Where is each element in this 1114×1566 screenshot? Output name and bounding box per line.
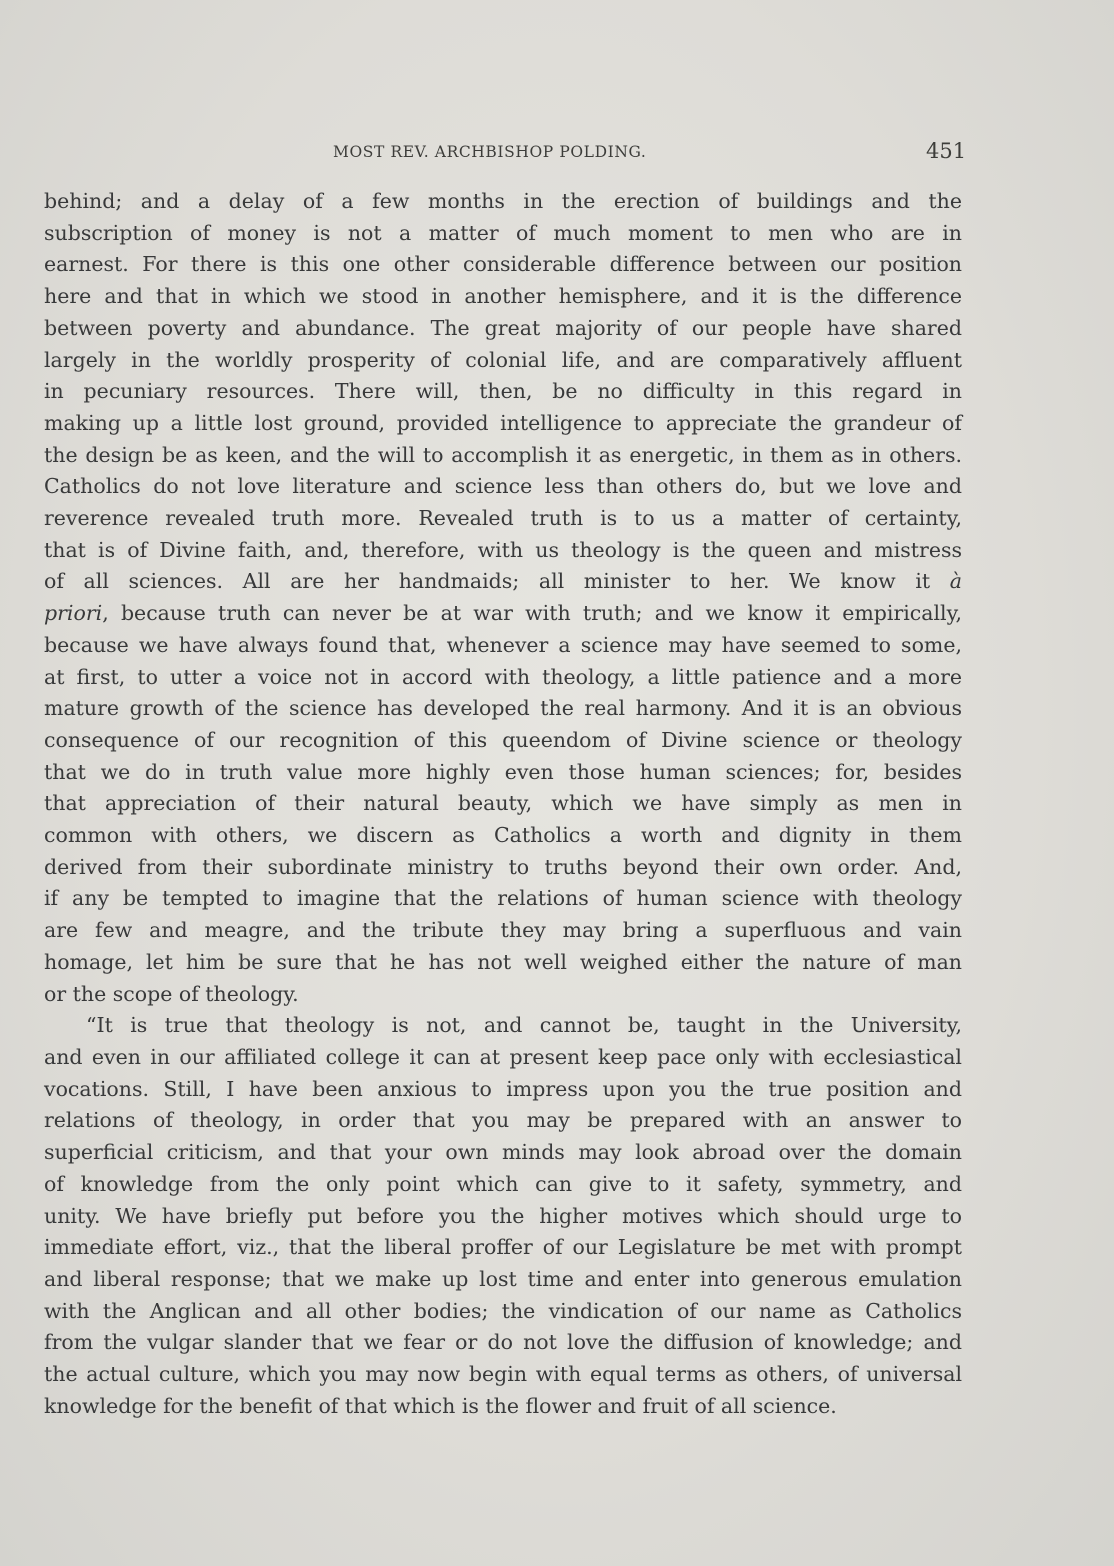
text-line: here and that in which we stood in another hemisphere, and it is the difference <box>44 284 962 309</box>
text-line: with the Anglican and all other bodies; the vindication of our name as Catholics <box>44 1298 962 1323</box>
italic-text: priori <box>44 601 103 626</box>
text-line: homage, let him be sure that he has not well weighed either the nature of man <box>44 949 962 974</box>
running-head <box>0 141 1114 167</box>
text-line: reverence revealed truth more. Revealed truth is to us a matter of certainty, <box>44 506 962 531</box>
text-line: of all sciences. All are her handmaids; all minister to her. We know it à <box>44 569 962 594</box>
text-line: common with others, we discern as Catholics a worth and dignity in them <box>44 823 962 848</box>
text-line: of knowledge from the only point which can give to it safety, symmetry, and <box>44 1171 962 1196</box>
text-line: from the vulgar slander that we fear or do not love the diffusion of knowledge; and <box>44 1330 962 1355</box>
text-line: earnest. For there is this one other considerable difference between our position <box>44 252 962 277</box>
text-line: making up a little lost ground, provided intelligence to appreciate the grandeur of <box>44 410 962 435</box>
text-line: the actual culture, which you may now begin with equal terms as others, of universal <box>44 1362 962 1387</box>
page-number: 451 <box>926 139 967 163</box>
text-line: and liberal response; that we make up lost time and enter into generous emulation <box>44 1266 962 1291</box>
text-line: that is of Divine faith, and, therefore, with us theology is the queen and mistress <box>44 537 962 562</box>
text-line: priori, because truth can never be at war with truth; and we know it empirically, <box>44 601 962 626</box>
text-line: and even in our affiliated college it can at present keep pace only with ecclesiastical <box>44 1044 962 1069</box>
text-line: behind; and a delay of a few months in the erection of buildings and the <box>44 189 962 213</box>
text-line: relations of theology, in order that you may be prepared with an answer to <box>44 1108 962 1133</box>
text-line: unity. We have briefly put before you the higher motives which should urge to <box>44 1203 962 1228</box>
text-line: in pecuniary resources. There will, then, be no difficulty in this regard in <box>44 379 962 404</box>
body-text <box>44 186 962 1422</box>
text-line: or the scope of theology. <box>44 981 299 1006</box>
italic-text: à <box>949 569 962 594</box>
text-line: are few and meagre, and the tribute they may bring a superfluous and vain <box>44 918 962 943</box>
text-line: that appreciation of their natural beauty, which we have simply as men in <box>44 791 962 816</box>
text-line: mature growth of the science has developed the real harmony. And it is an obvious <box>44 696 962 721</box>
paragraph-continued <box>44 186 962 1010</box>
paragraph-quote <box>44 1010 962 1422</box>
text-line: consequence of our recognition of this queendom of Divine science or theology <box>44 727 962 752</box>
text-line: subscription of money is not a matter of much moment to men who are in <box>44 220 962 245</box>
text-line: that we do in truth value more highly even those human sciences; for, besides <box>44 759 962 784</box>
text-line: between poverty and abundance. The great majority of our people have shared <box>44 315 962 340</box>
text-line: Catholics do not love literature and science less than others do, but we love and <box>44 474 962 499</box>
text-line: vocations. Still, I have been anxious to impress upon you the true position and <box>44 1076 962 1101</box>
text-line: superficial criticism, and that your own minds may look abroad over the domain <box>44 1140 962 1165</box>
text-line: immediate effort, viz., that the liberal proffer of our Legislature be met with prompt <box>44 1235 962 1260</box>
text-line: because we have always found that, whenever a science may have seemed to some, <box>44 632 962 657</box>
text-line: derived from their subordinate ministry to truths beyond their own order. And, <box>44 854 962 879</box>
text-line: at first, to utter a voice not in accord with theology, a little patience and a more <box>44 664 962 689</box>
text-line: knowledge for the benefit of that which is the flower and fruit of all science. <box>44 1393 837 1418</box>
running-title: MOST REV. ARCHBISHOP POLDING. <box>333 143 647 161</box>
text-line: the design be as keen, and the will to accomplish it as energetic, in them as in others. <box>44 442 962 467</box>
text-line: if any be tempted to imagine that the relations of human science with theology <box>44 886 962 911</box>
text-line: largely in the worldly prosperity of colonial life, and are comparatively affluent <box>44 347 962 372</box>
text-line: “It is true that theology is not, and cannot be, taught in the University, <box>86 1013 962 1038</box>
